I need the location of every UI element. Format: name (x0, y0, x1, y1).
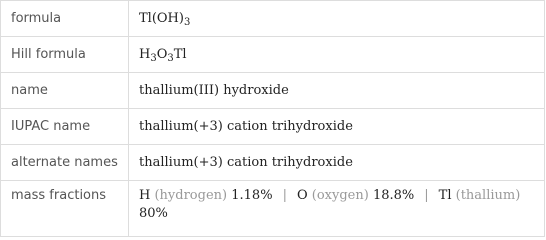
formula-value (129, 1, 545, 37)
fraction-tl-value: 80% (139, 206, 168, 221)
fraction-o: O (oxygen) 18.8% (296, 188, 415, 203)
iupac-name-label: IUPAC name (1, 109, 129, 145)
row-mass-fractions (1, 181, 545, 237)
fraction-separator: | (282, 188, 287, 203)
row-formula (1, 1, 545, 37)
hill-h: H (139, 47, 151, 62)
hill-tl: Tl (173, 47, 187, 62)
hill-o-count: 3 (167, 53, 174, 64)
formula-main: Tl(OH) (139, 11, 184, 26)
mass-fractions-label: mass fractions (1, 181, 129, 237)
fraction-h: H (hydrogen) 1.18% (139, 188, 273, 203)
iupac-name-value: thallium(+3) cation trihydroxide (129, 109, 545, 145)
row-name (1, 73, 545, 109)
fraction-separator: | (424, 188, 429, 203)
hill-h-count: 3 (150, 53, 157, 64)
hill-formula-label: Hill formula (1, 37, 129, 73)
formula-label: formula (1, 1, 129, 37)
name-label: name (1, 73, 129, 109)
alternate-names-label: alternate names (1, 145, 129, 181)
alternate-names-value: thallium(+3) cation trihydroxide (129, 145, 545, 181)
mass-fractions-value (129, 181, 545, 237)
mass-fractions-line-1 (139, 187, 534, 205)
row-alternate-names (1, 145, 545, 181)
fraction-tl: Tl (thallium) (438, 188, 521, 203)
mass-fractions-line-2 (139, 205, 534, 223)
row-iupac-name (1, 109, 545, 145)
name-value: thallium(III) hydroxide (129, 73, 545, 109)
hill-o: O (156, 47, 168, 62)
hill-formula-value (129, 37, 545, 73)
formula-subscript: 3 (183, 17, 191, 28)
row-hill-formula (1, 37, 545, 73)
